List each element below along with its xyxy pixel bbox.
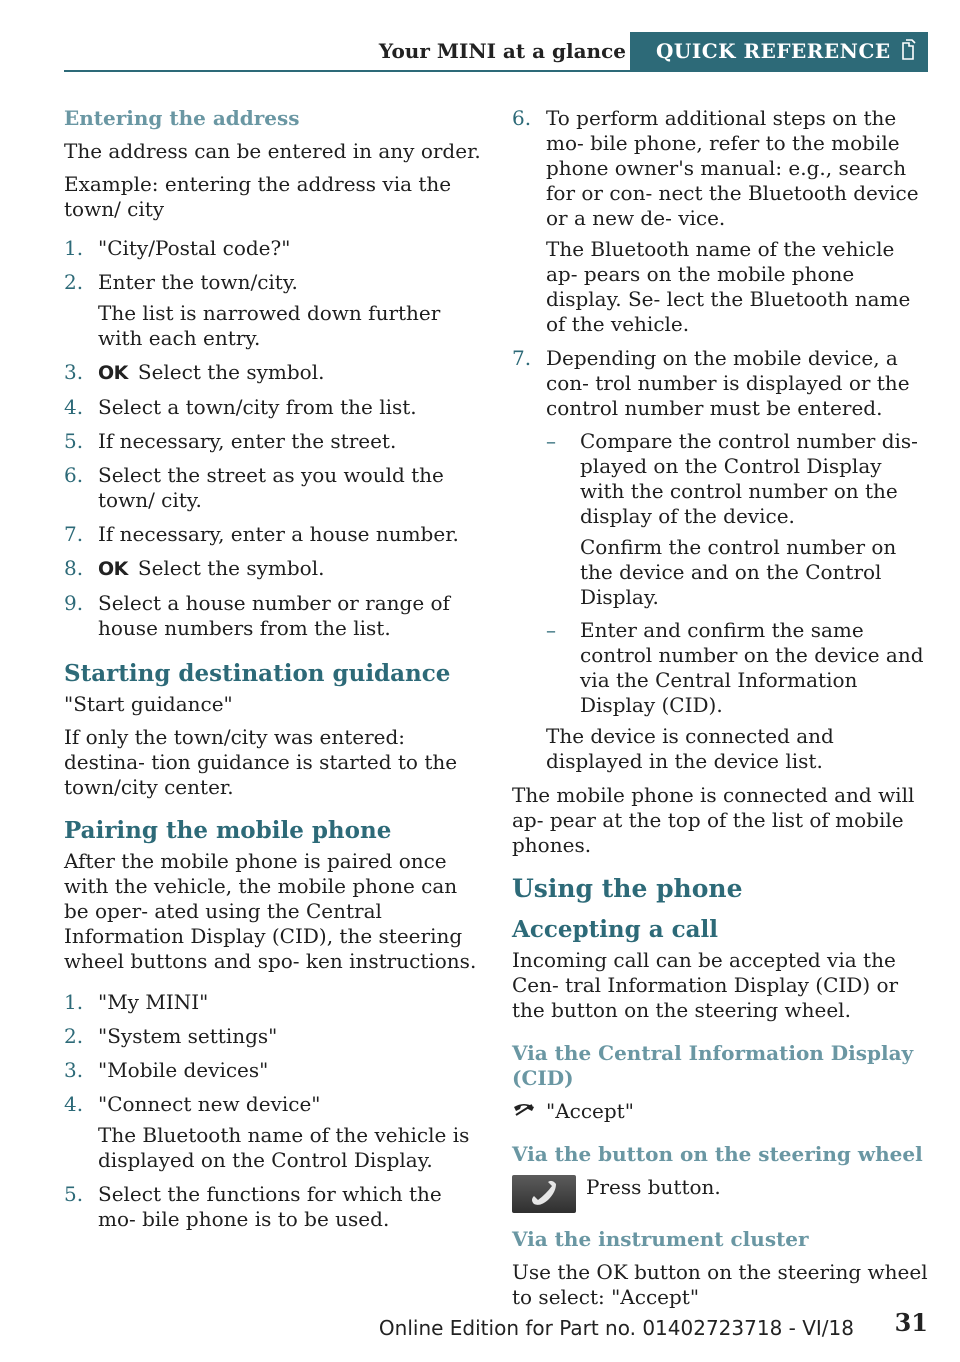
step-text: Select the symbol. [137,360,325,384]
step-number: 5. [64,429,84,453]
connected-text: The mobile phone is connected and will ap‐ pear at the top of the list of mobile phones. [512,783,915,857]
starting-guidance-text: If only the town/city was entered: destina‐ tion guidance is started to the town/city center. [64,725,458,799]
page-number: 31 [894,1308,928,1337]
edition-text: Online Edition for Part no. 01402723718 - VI/18 [378,1316,854,1340]
ok-icon: OK [98,362,128,384]
via-cid-heading: Via the Central Information Display (CID) [512,1041,914,1090]
dash-text: Compare the control number dis‐ played on the Control Display with the control number on the display of the device. [580,429,918,528]
pairing-text: After the mobile phone is paired once with the vehicle, the mobile phone can be oper‐ ated using the Central Information Display (CID), the steering wheel buttons and spo‐ ken instructions. [64,849,477,973]
dash-item [546,429,928,610]
step-number: 1. [64,236,84,260]
using-phone-heading: Using the phone [512,874,743,903]
list-item [64,1092,484,1173]
list-item [64,236,484,261]
list-item [64,522,484,547]
list-item [64,395,484,420]
step-text: "Connect new device" [98,1092,321,1116]
step-number: 3. [64,1058,84,1082]
start-guidance-command: "Start guidance" [64,692,233,716]
step-number: 6. [64,463,84,487]
via-cid-text: "Accept" [546,1099,634,1123]
quick-reference-tab [630,32,928,70]
left-column [64,106,484,1241]
step-number: 4. [64,395,84,419]
via-button-text: Press button. [586,1175,721,1199]
step-text: To perform additional steps on the mo‐ bile phone, refer to the mobile phone owner's manual: e.g., search for or con‐ nect the Bluetooth device or a new de‐ vice. [546,106,919,230]
step-subtext: The list is narrowed down further with each entry. [98,301,441,350]
list-item [64,463,484,513]
list-item [64,360,484,386]
step-number: 5. [64,1182,84,1206]
starting-guidance-heading: Starting destination guidance [64,660,451,687]
step-number: 8. [64,556,84,580]
via-cluster-text: Use the OK button on the steering wheel to select: "Accept" [512,1260,928,1309]
step-number: 7. [64,522,84,546]
entering-address-text-2: Example: entering the address via the town/ city [64,172,452,221]
section-title: Your MINI at a glance [378,39,626,63]
step-number: 2. [64,1024,84,1048]
pairing-steps-continued [512,106,928,774]
step-number: 3. [64,360,84,384]
step-text: Select the street as you would the town/ city. [98,463,444,512]
step-text: "My MINI" [98,990,209,1014]
step-text: Depending on the mobile device, a con‐ trol number is displayed or the control number must be entered. [546,346,910,420]
dash-text: Enter and confirm the same control number on the device and via the Central Information Display (CID). [580,618,924,717]
list-item [64,1182,484,1232]
step-number: 1. [64,990,84,1014]
step-text: If necessary, enter a house number. [98,522,459,546]
list-item [512,346,928,774]
dash-item [546,618,928,718]
step-number: 4. [64,1092,84,1116]
list-item [512,106,928,337]
list-item [64,591,484,641]
header-rule [64,70,928,72]
accept-call-icon [512,1101,536,1121]
list-item [64,1058,484,1083]
step-number: 2. [64,270,84,294]
step-text: "City/Postal code?" [98,236,291,260]
list-item [64,990,484,1015]
step-number: 6. [512,106,532,130]
quick-reference-icon [900,39,916,61]
page-header [64,32,928,72]
step-text: If necessary, enter the street. [98,429,397,453]
step-text: Select a town/city from the list. [98,395,417,419]
step-text: Enter the town/city. [98,270,298,294]
step-number: 9. [64,591,84,615]
list-item [64,270,484,351]
page-footer [0,1308,928,1346]
ok-icon: OK [98,558,128,580]
step-subtext: The Bluetooth name of the vehicle is displayed on the Control Display. [98,1123,470,1172]
step-text: "System settings" [98,1024,278,1048]
step-number: 7. [512,346,532,370]
dash-marker: – [546,618,556,642]
pairing-heading: Pairing the mobile phone [64,817,392,844]
dash-marker: – [546,429,556,453]
list-item [64,429,484,454]
accepting-call-text: Incoming call can be accepted via the Cen‐ tral Information Display (CID) or the button on the steering wheel. [512,948,899,1022]
via-button-heading: Via the button on the steering wheel [512,1142,923,1166]
step-text: Select a house number or range of house numbers from the list. [98,591,450,640]
entering-address-heading: Entering the address [64,106,300,130]
entering-address-steps [64,236,484,641]
step-subtext: The Bluetooth name of the vehicle ap‐ pears on the mobile phone display. Se‐ lect the Bluetooth name of the vehicle. [546,237,911,336]
dash-subtext: Confirm the control number on the device and on the Control Display. [580,535,897,609]
step-subtext: The device is connected and displayed in the device list. [546,724,834,773]
list-item [64,556,484,582]
step-text: Select the functions for which the mo‐ bile phone is to be used. [98,1182,442,1231]
via-cid-row [512,1099,928,1124]
via-button-row [512,1175,928,1213]
entering-address-text-1: The address can be entered in any order. [64,139,481,163]
right-column [512,106,928,1318]
accepting-call-heading: Accepting a call [512,916,719,943]
via-cluster-heading: Via the instrument cluster [512,1227,809,1251]
pairing-steps [64,990,484,1232]
quick-reference-label: QUICK REFERENCE [656,39,891,63]
phone-button-icon [512,1175,576,1213]
list-item [64,1024,484,1049]
step-text: "Mobile devices" [98,1058,269,1082]
step-text: Select the symbol. [137,556,325,580]
